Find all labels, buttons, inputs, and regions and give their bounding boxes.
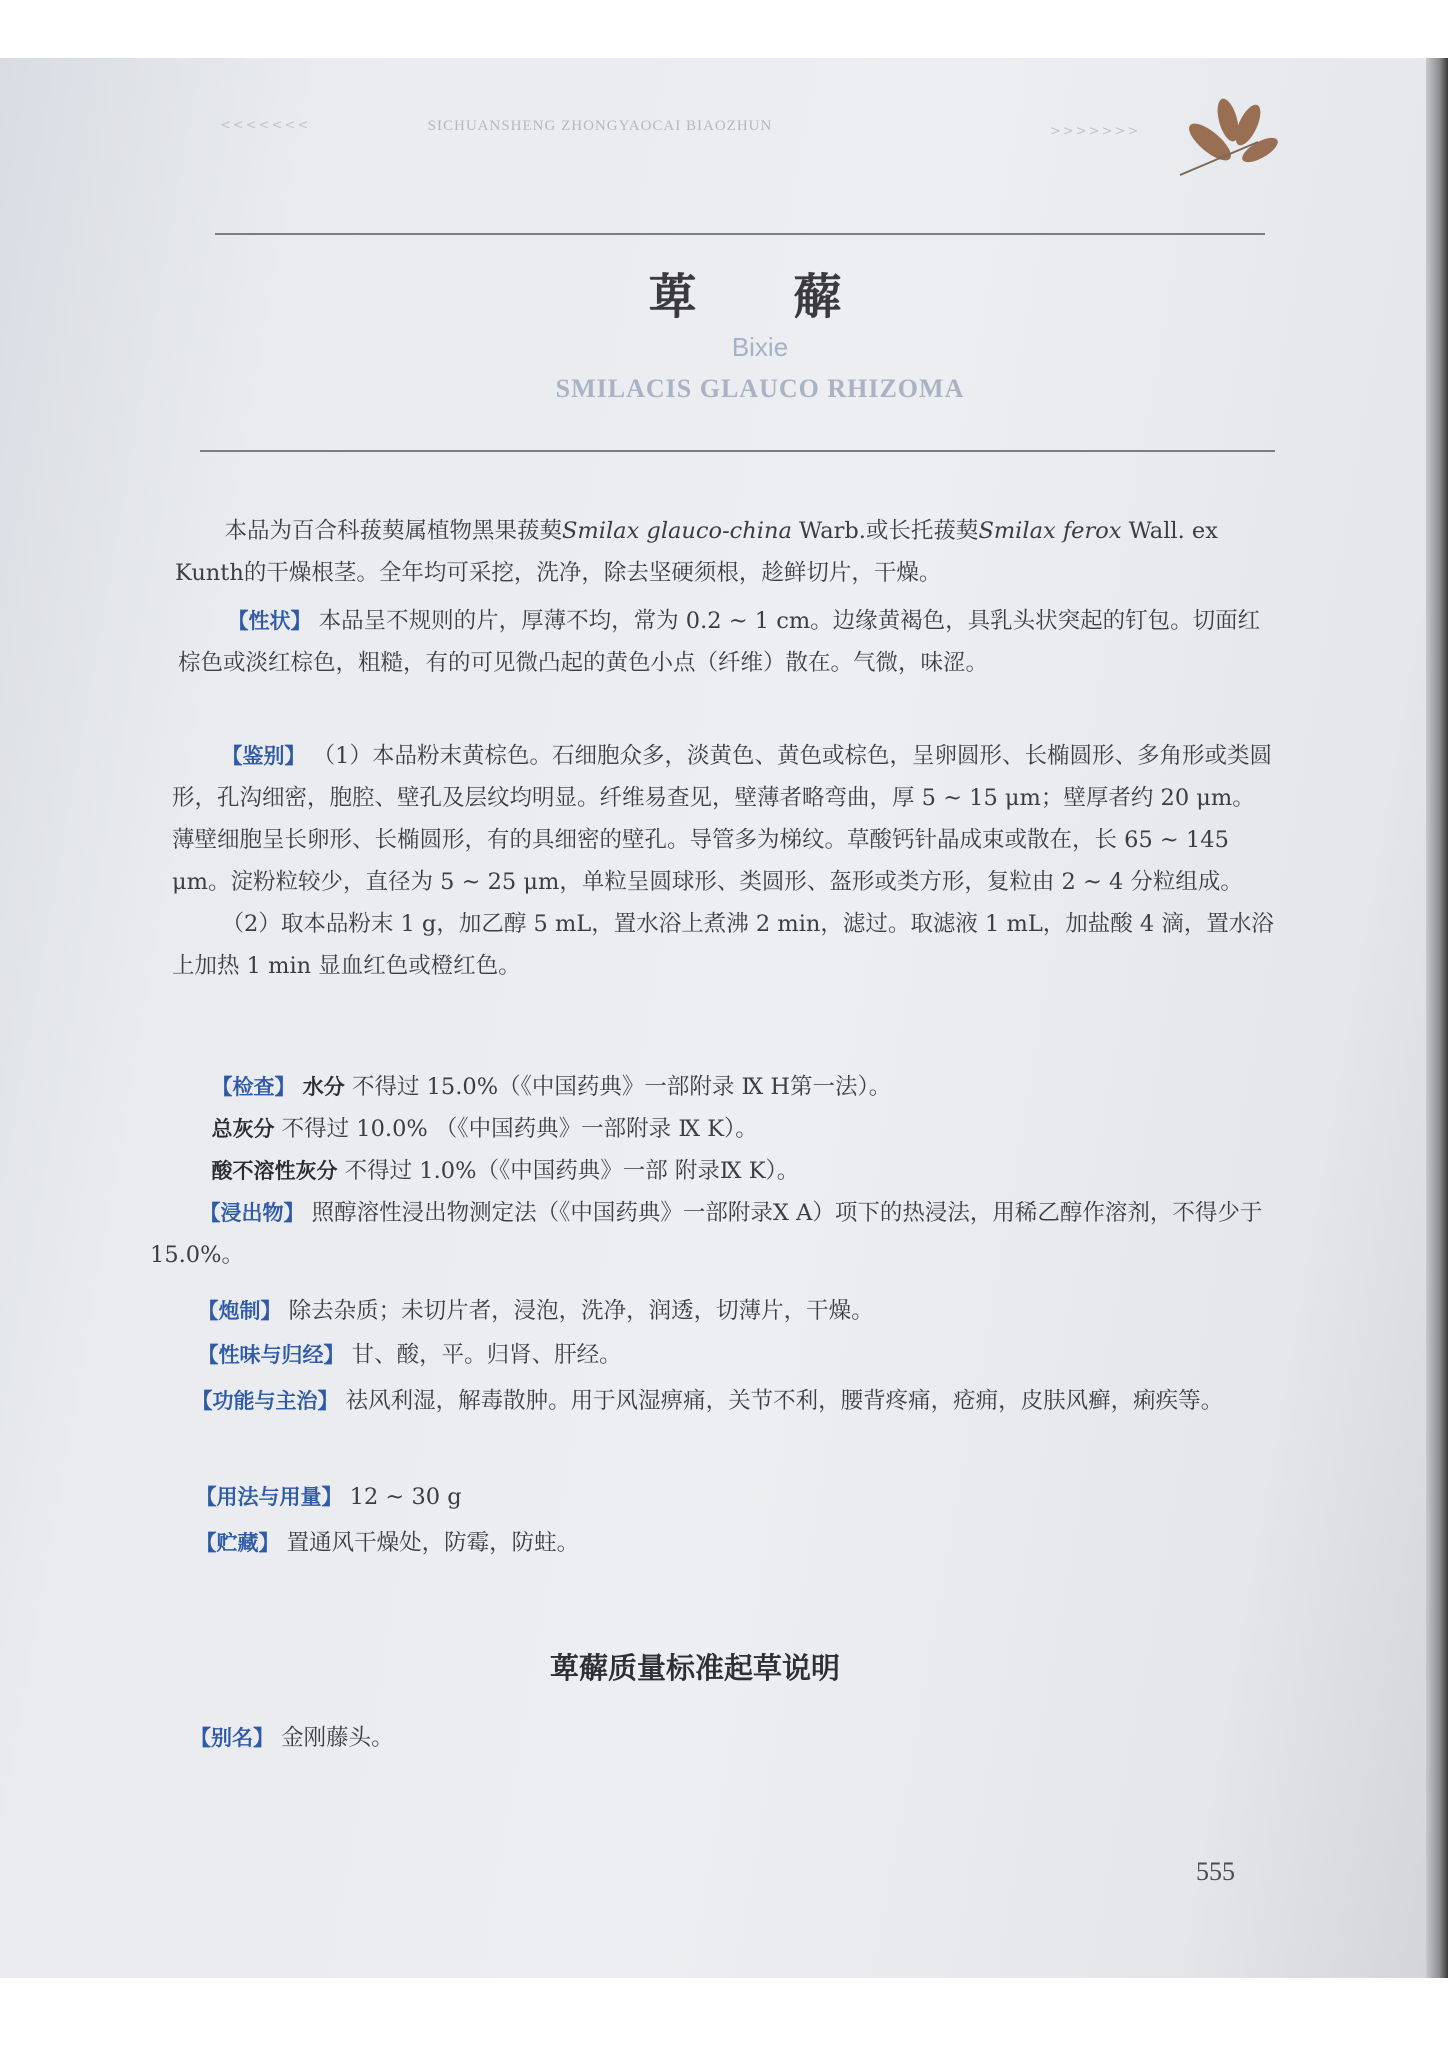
section-jianbie [172,735,1275,987]
alias-line [190,1720,394,1752]
section-text: （2）取本品粉末 1 g，加乙醇 5 mL，置水浴上煮沸 2 min，滤过。取滤液 1 mL，加盐酸 4 滴，置水浴上加热 1 min 显血红色或橙红色。 [172,911,1274,979]
header-ornament-right: >>>>>>> [1050,124,1141,139]
ash-label: 总灰分 [211,1117,275,1141]
intro-text-3: Wall. ex Kunth的干燥根茎。全年均可采挖，洗净，除去坚硬须根，趁鲜切片，干燥。 [175,518,1218,586]
section-jinchuwu [150,1192,1270,1276]
title-rule [200,450,1275,452]
section-zhucang [146,1522,1266,1564]
ash-text: 不得过 10.0% （《中国药典》一部附录 Ⅸ K）。 [274,1116,758,1142]
section-text: 置通风干燥处，防霉，防蛀。 [279,1530,580,1556]
section-text: 照醇溶性浸出物测定法（《中国药典》一部附录X A）项下的热浸法，用稀乙醇作溶剂，不得少于 15.0%。 [150,1200,1263,1268]
entry-title: 萆 薢 [648,269,882,325]
section-tag: 【炮制】 [197,1299,282,1323]
section-paozhi [148,1290,1268,1332]
alias-text: 金刚藤头。 [274,1725,394,1751]
section-text: 甘、酸，平。归肾、肝经。 [344,1342,622,1368]
alias-tag: 【别名】 [190,1726,274,1750]
leaf-icon [1150,80,1280,180]
section-tag: 【功能与主治】 [191,1389,339,1413]
species-name-2: Smilax ferox [978,518,1122,544]
water-text: 不得过 15.0%（《中国药典》一部附录 Ⅸ H第一法）。 [344,1074,892,1100]
draft-note-title: 萆薢质量标准起草说明 [549,1651,840,1685]
section-tag: 【贮藏】 [195,1531,280,1555]
section-gongneng [142,1380,1267,1422]
water-label: 水分 [295,1075,345,1099]
section-text: （1）本品粉末黄棕色。石细胞众多，淡黄色、黄色或棕色，呈卵圆形、长椭圆形、多角形或类圆形，孔沟细密，胞腔、壁孔及层纹均明显。纤维易查见，壁薄者略弯曲，厚 5 ~ 15 μm；壁厚者约 20 μm。薄壁细胞呈长卵形、长椭圆形，有的具细密的壁孔。导管多为梯纹。草酸钙针晶成束或散在，长 65 ~ 145 μm。淀粉粒较少，直径为 5 ~ 25 μm，单粒呈圆球形、类圆形、盔形或类方形，复粒由 2 ~ 4 分粒组成。 [172,743,1272,895]
section-text: 除去杂质；未切片者，浸泡，洗净，润透，切薄片，干燥。 [281,1298,874,1324]
entry-pinyin: Bixie [731,332,789,362]
section-tag: 【鉴别】 [221,744,306,768]
header-ornament-left: <<<<<<< [220,118,311,133]
intro-paragraph [175,510,1275,594]
section-tag: 【检查】 [211,1075,296,1099]
entry-latin-name: SMILACIS GLAUCO RHIZOMA [555,374,965,403]
section-tag: 【性状】 [227,609,312,633]
section-text: 祛风利湿，解毒散肿。用于风湿痹痛，关节不利，腰背疼痛，疮痈，皮肤风癣，痢疾等。 [338,1388,1224,1414]
section-yongfa [146,1476,1266,1518]
intro-text-1: 本品为百合科菝葜属植物黑果菝葜 [224,518,563,544]
acid-ash-label: 酸不溶性灰分 [211,1159,338,1183]
page-number: 555 [1196,1857,1235,1886]
header-rule [215,233,1265,235]
running-header: SICHUANSHENG ZHONGYAOCAI BIAOZHUN [427,118,773,134]
intro-text-2: Warb.或长托菝葜 [791,518,979,544]
section-xingzhuang [178,600,1276,684]
section-text: 12 ~ 30 g [342,1484,462,1510]
section-tag: 【性味与归经】 [197,1343,345,1367]
section-text: 本品呈不规则的片，厚薄不均，常为 0.2 ~ 1 cm。边缘黄褐色，具乳头状突起的钉包。切面红棕色或淡红棕色，粗糙，有的可见微凸起的黄色小点（纤维）散在。气微，味涩。 [178,608,1261,676]
section-jiancha [162,1066,1272,1192]
acid-ash-text: 不得过 1.0%（《中国药典》一部 附录Ⅸ K）。 [337,1158,800,1184]
species-name-1: Smilax glauco-china [562,518,792,544]
section-xingwei [148,1334,1268,1376]
section-tag: 【用法与用量】 [195,1485,343,1509]
section-tag: 【浸出物】 [199,1201,305,1225]
